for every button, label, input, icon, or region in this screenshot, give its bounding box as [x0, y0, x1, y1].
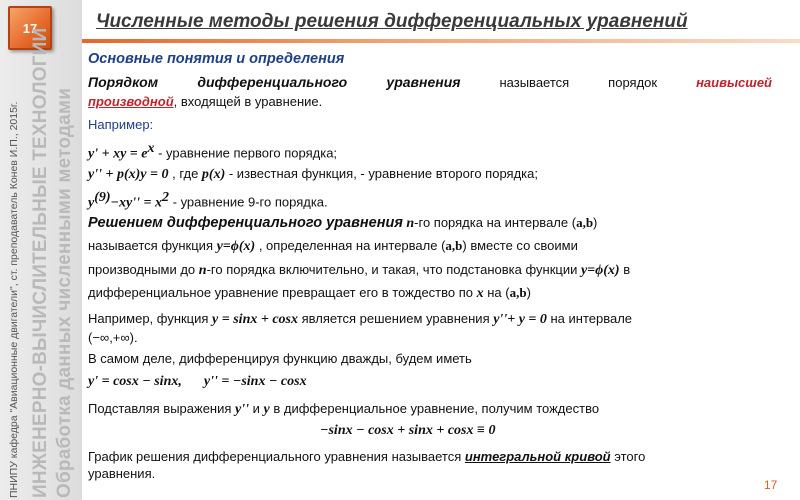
example2-eq: y''+ y = 0	[493, 312, 547, 327]
def-order-highlight2: производной	[88, 94, 174, 109]
example2-a: Например, функция	[88, 311, 213, 326]
example2-c: на интервале	[546, 311, 633, 326]
derivative-2: y'' = −sinx − cosx	[203, 374, 307, 389]
equation-1	[88, 140, 337, 162]
eq3-sup: (9)	[94, 190, 111, 205]
eq3-math-b: −xy'' = x	[110, 195, 163, 211]
footer-page-number: 17	[764, 478, 778, 492]
solution-line4b: на (	[483, 285, 510, 300]
integral-curve-line2: уравнения.	[88, 466, 156, 481]
graph-b: этого	[610, 449, 646, 464]
substitution-b: и	[249, 401, 264, 416]
eq3-math-a: y	[88, 195, 95, 211]
solution-def-line4	[88, 284, 531, 302]
eq2-math2: p(x)	[201, 167, 226, 182]
example2-b: является решением уравнения	[298, 311, 494, 326]
solution-line4c: )	[526, 285, 531, 300]
solution-ab3: a,b	[509, 285, 527, 300]
solution-n: n	[402, 216, 415, 231]
eq2-text-b: - известная функция, - уравнение второго порядка;	[225, 166, 538, 181]
substitution-c: в дифференциальное уравнение, получим тождество	[269, 401, 600, 416]
example2-interval: (−∞,+∞).	[88, 330, 138, 345]
solution-x: x	[476, 286, 484, 301]
def-order-highlight1: наивысшей	[696, 75, 772, 90]
eq1-text: - уравнение первого порядка;	[154, 145, 338, 161]
header-divider	[82, 39, 800, 43]
solution-def-line1	[88, 214, 597, 232]
equation-2	[88, 165, 538, 183]
differentiate-text: В самом деле, дифференцируя функцию дважды, будем иметь	[88, 351, 472, 366]
substitution-line	[88, 400, 599, 418]
solution-rest1: -го порядка на интервале (	[414, 215, 577, 230]
section-subtitle: Основные понятия и определения	[88, 51, 345, 67]
substitution-a: Подставляя выражения	[88, 401, 236, 416]
eq2-text-a: , где	[168, 166, 202, 181]
solution-def-line2	[88, 237, 578, 255]
solution-func2: y=ϕ(x)	[580, 263, 620, 278]
eq1-math: y' + xy = e	[88, 146, 148, 162]
substitution-y: y	[263, 402, 270, 417]
identity-equation: −sinx − cosx + sinx + cosx ≡ 0	[320, 423, 496, 438]
solution-ab1: a,b	[576, 215, 594, 230]
derivatives-line	[88, 372, 307, 390]
def-order-line1	[88, 74, 772, 91]
solution-line3a: производными до	[88, 262, 199, 277]
solution-term: Решением дифференциального уравнения	[88, 215, 403, 231]
def-order-end: , входящей в уравнение.	[173, 94, 323, 109]
derivative-1: y' = cosx − sinx,	[88, 374, 182, 389]
solution-func: y=ϕ(x)	[216, 239, 256, 254]
solution-line3c: в	[619, 262, 631, 277]
def-order-line2	[88, 93, 322, 110]
sidebar	[0, 0, 82, 500]
integral-curve-line1	[88, 448, 645, 465]
sidebar-course-subtitle: Обработка данных численными методами	[54, 87, 75, 498]
example2-func: y = sinx + cosx	[212, 312, 299, 327]
solution-line4a: дифференциальное уравнение превращает его в тождество по	[88, 285, 477, 300]
def-order-mid: называется порядок	[460, 75, 697, 90]
example-label: Например:	[88, 117, 154, 132]
graph-a: График решения дифференциального уравнения называется	[88, 449, 465, 464]
solution-rest1b: )	[593, 215, 598, 230]
equation-3	[88, 189, 328, 211]
eq1-sup: x	[147, 141, 155, 156]
sidebar-caption: ПНИПУ кафедра "Авиационные двигатели", ст. преподаватель Конев И.П., 2015г.	[8, 101, 20, 498]
def-order-term: Порядком дифференциального уравнения	[88, 74, 461, 90]
slide-title: Численные методы решения дифференциальных уравнений	[96, 11, 688, 32]
solution-line2b: , определенная на интервале (	[255, 238, 446, 253]
solution-def-line3	[88, 261, 630, 279]
solution-line3b: -го порядка включительно, и такая, что подстановка функции	[206, 262, 581, 277]
slide-number: 17	[22, 20, 38, 36]
eq3-text: - уравнение 9-го порядка.	[169, 194, 328, 210]
eq3-sup2: 2	[162, 190, 170, 205]
substitution-y2: y''	[235, 402, 250, 417]
solution-n2: n	[198, 263, 207, 278]
solution-ab2: a,b	[445, 238, 463, 253]
solution-line2a: называется функция	[88, 238, 217, 253]
sidebar-course-title: ИНЖЕНЕРНО-ВЫЧИСЛИТЕЛЬНЫЕ ТЕХНОЛОГИИ	[30, 27, 51, 498]
solution-line2c: ) вместе со своими	[462, 238, 578, 253]
example2-line1	[88, 310, 632, 328]
graph-term: интегральной кривой	[464, 449, 611, 464]
eq2-math: y'' + p(x)y = 0	[88, 167, 169, 182]
